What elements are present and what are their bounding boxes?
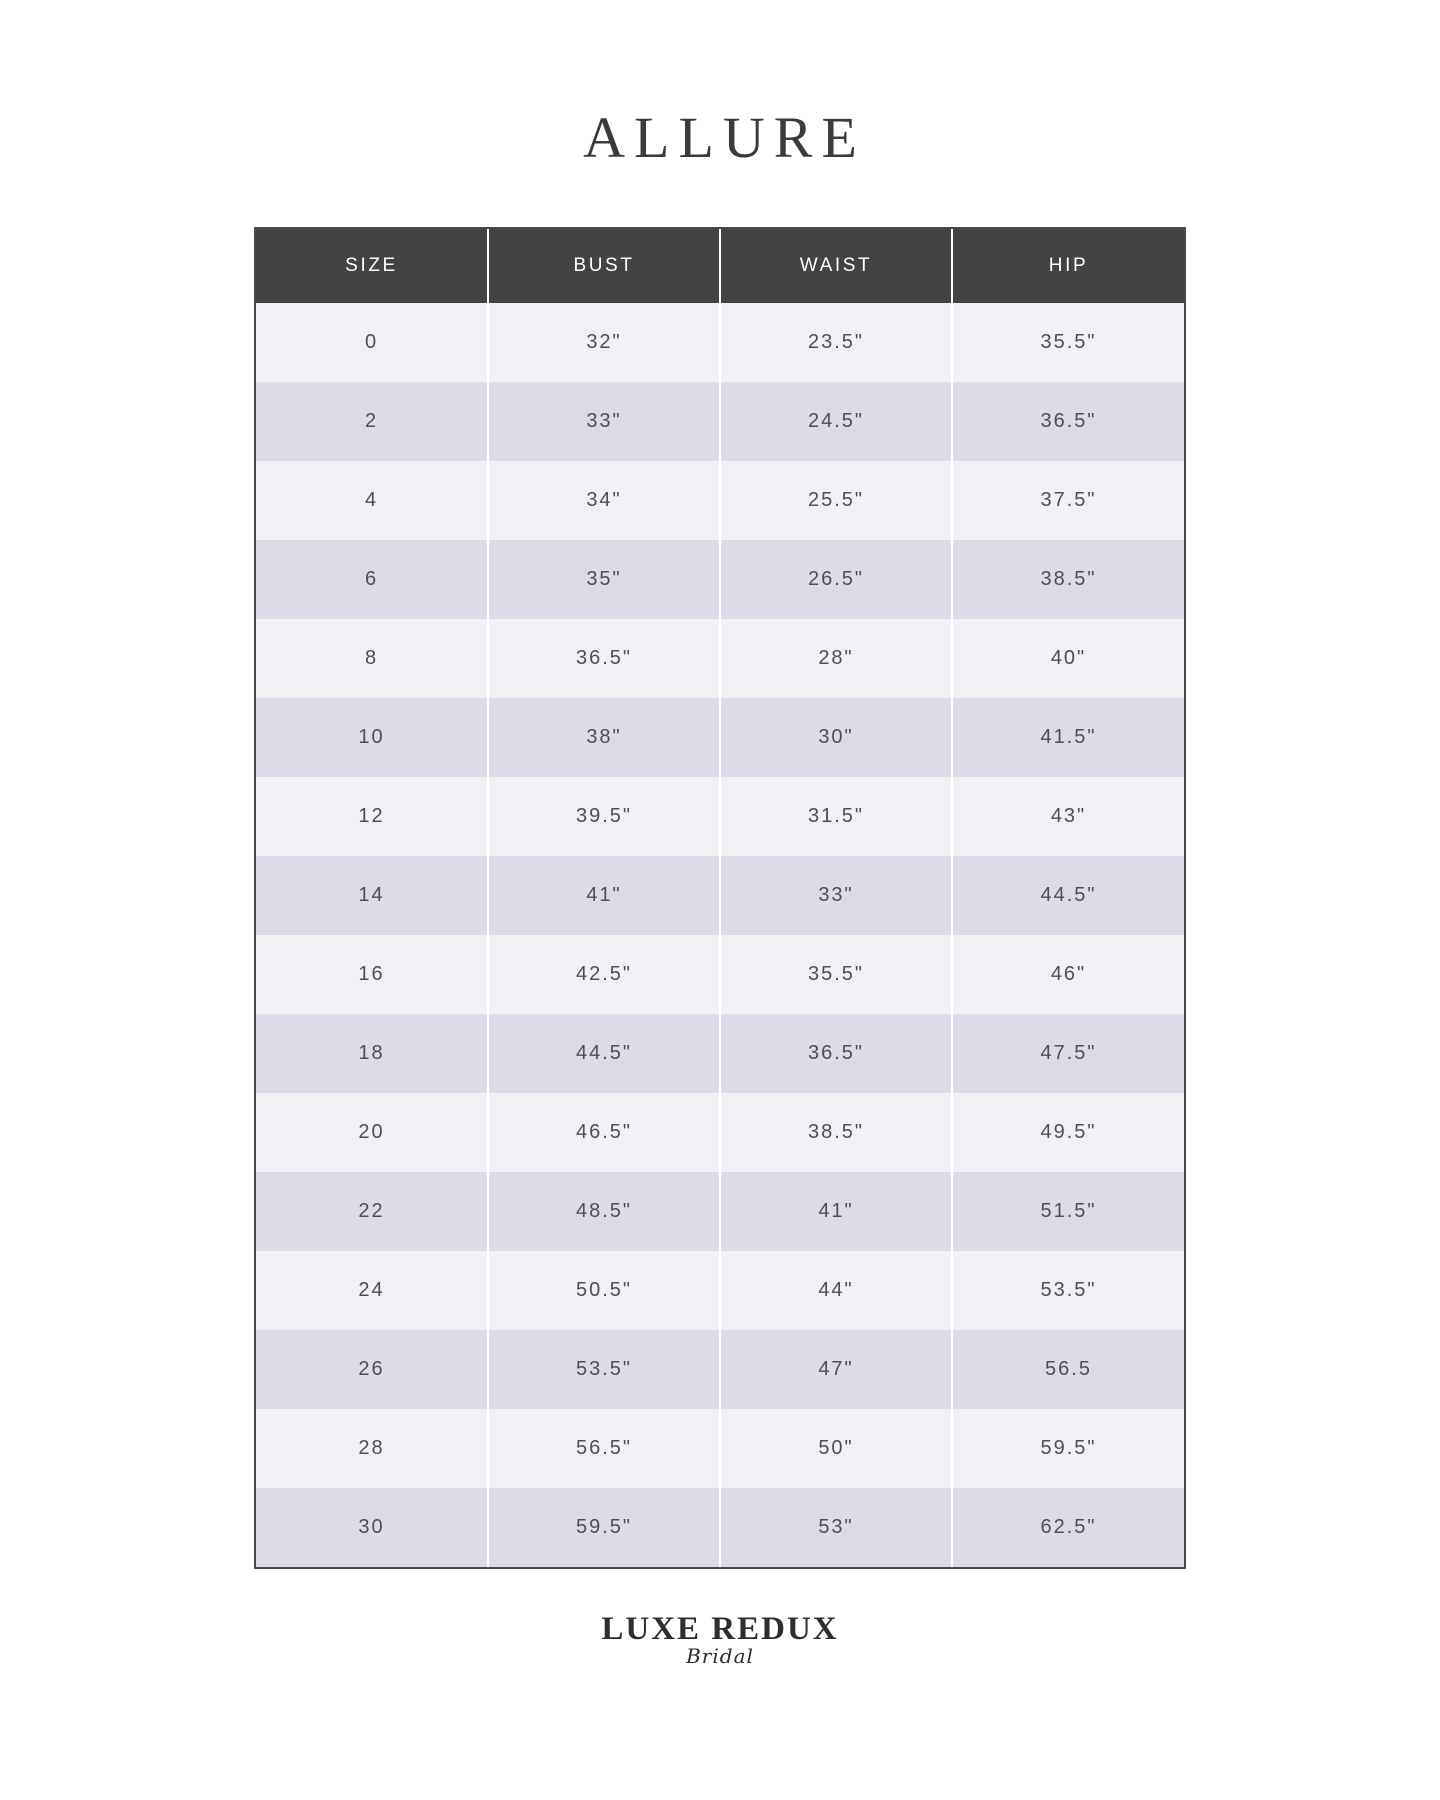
cell-hip: 44.5" xyxy=(952,856,1184,935)
footer-brand-main: LUXE REDUX xyxy=(601,1611,839,1647)
cell-waist: 23.5" xyxy=(720,303,952,382)
cell-size: 18 xyxy=(256,1014,488,1093)
table-row xyxy=(256,1488,1184,1567)
cell-waist: 41" xyxy=(720,1172,952,1251)
cell-hip: 47.5" xyxy=(952,1014,1184,1093)
table-row xyxy=(256,1251,1184,1330)
cell-bust: 50.5" xyxy=(488,1251,720,1330)
footer-logo xyxy=(0,1611,1440,1668)
table-row xyxy=(256,461,1184,540)
cell-bust: 33" xyxy=(488,382,720,461)
cell-waist: 33" xyxy=(720,856,952,935)
column-header-hip: HIP xyxy=(952,229,1184,303)
cell-bust: 56.5" xyxy=(488,1409,720,1488)
cell-bust: 32" xyxy=(488,303,720,382)
cell-size: 24 xyxy=(256,1251,488,1330)
table-row xyxy=(256,935,1184,1014)
cell-size: 26 xyxy=(256,1330,488,1409)
cell-waist: 36.5" xyxy=(720,1014,952,1093)
cell-size: 6 xyxy=(256,540,488,619)
cell-waist: 24.5" xyxy=(720,382,952,461)
cell-bust: 46.5" xyxy=(488,1093,720,1172)
cell-bust: 35" xyxy=(488,540,720,619)
cell-size: 28 xyxy=(256,1409,488,1488)
cell-waist: 28" xyxy=(720,619,952,698)
cell-bust: 59.5" xyxy=(488,1488,720,1567)
cell-hip: 56.5 xyxy=(952,1330,1184,1409)
cell-waist: 38.5" xyxy=(720,1093,952,1172)
cell-waist: 30" xyxy=(720,698,952,777)
cell-waist: 47" xyxy=(720,1330,952,1409)
cell-waist: 35.5" xyxy=(720,935,952,1014)
cell-hip: 41.5" xyxy=(952,698,1184,777)
cell-size: 30 xyxy=(256,1488,488,1567)
table-header-row xyxy=(256,229,1184,303)
cell-hip: 62.5" xyxy=(952,1488,1184,1567)
cell-size: 8 xyxy=(256,619,488,698)
cell-bust: 42.5" xyxy=(488,935,720,1014)
column-header-bust: BUST xyxy=(488,229,720,303)
table-row xyxy=(256,1409,1184,1488)
cell-waist: 53" xyxy=(720,1488,952,1567)
cell-bust: 36.5" xyxy=(488,619,720,698)
table-row xyxy=(256,1172,1184,1251)
cell-waist: 25.5" xyxy=(720,461,952,540)
cell-hip: 53.5" xyxy=(952,1251,1184,1330)
size-chart-table xyxy=(256,229,1184,1567)
cell-waist: 50" xyxy=(720,1409,952,1488)
cell-bust: 48.5" xyxy=(488,1172,720,1251)
cell-size: 12 xyxy=(256,777,488,856)
cell-hip: 36.5" xyxy=(952,382,1184,461)
table-row xyxy=(256,698,1184,777)
table-row xyxy=(256,303,1184,382)
column-header-waist: WAIST xyxy=(720,229,952,303)
cell-hip: 43" xyxy=(952,777,1184,856)
cell-bust: 39.5" xyxy=(488,777,720,856)
column-header-size: SIZE xyxy=(256,229,488,303)
table-row xyxy=(256,856,1184,935)
table-row xyxy=(256,382,1184,461)
cell-hip: 38.5" xyxy=(952,540,1184,619)
cell-waist: 44" xyxy=(720,1251,952,1330)
cell-bust: 53.5" xyxy=(488,1330,720,1409)
cell-waist: 26.5" xyxy=(720,540,952,619)
cell-bust: 44.5" xyxy=(488,1014,720,1093)
table-row xyxy=(256,619,1184,698)
cell-bust: 38" xyxy=(488,698,720,777)
table-body xyxy=(256,303,1184,1567)
cell-hip: 49.5" xyxy=(952,1093,1184,1172)
table-header xyxy=(256,229,1184,303)
cell-hip: 59.5" xyxy=(952,1409,1184,1488)
cell-size: 22 xyxy=(256,1172,488,1251)
footer-brand-script: Bridal xyxy=(686,1644,754,1668)
size-chart-table-container xyxy=(254,227,1186,1569)
cell-waist: 31.5" xyxy=(720,777,952,856)
cell-bust: 34" xyxy=(488,461,720,540)
cell-hip: 37.5" xyxy=(952,461,1184,540)
cell-size: 10 xyxy=(256,698,488,777)
cell-size: 16 xyxy=(256,935,488,1014)
page-title: ALLURE xyxy=(583,105,866,170)
cell-hip: 35.5" xyxy=(952,303,1184,382)
cell-hip: 51.5" xyxy=(952,1172,1184,1251)
cell-size: 0 xyxy=(256,303,488,382)
cell-size: 4 xyxy=(256,461,488,540)
table-row xyxy=(256,777,1184,856)
cell-size: 14 xyxy=(256,856,488,935)
table-row xyxy=(256,540,1184,619)
table-row xyxy=(256,1093,1184,1172)
cell-size: 2 xyxy=(256,382,488,461)
cell-size: 20 xyxy=(256,1093,488,1172)
table-row xyxy=(256,1014,1184,1093)
cell-bust: 41" xyxy=(488,856,720,935)
table-row xyxy=(256,1330,1184,1409)
cell-hip: 40" xyxy=(952,619,1184,698)
cell-hip: 46" xyxy=(952,935,1184,1014)
